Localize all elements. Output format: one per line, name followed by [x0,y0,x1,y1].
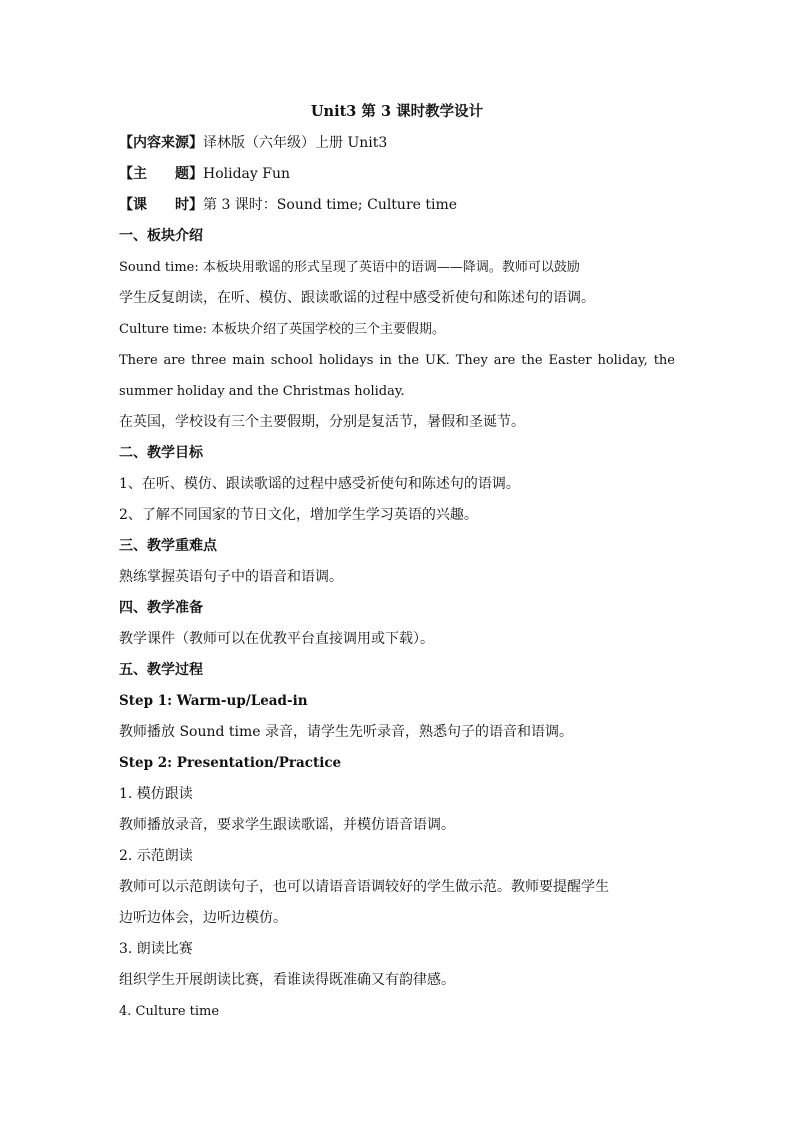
goals-line: 1、在听、模仿、跟读歌谣的过程中感受祈使句和陈述句的语调。 [119,476,520,492]
step1-heading: Step 1: Warm-up/Lead-in [119,693,308,709]
step2-item-line: 教师可以示范朗读句子，也可以请语音语调较好的学生做示范。教师要提醒学生 [119,879,609,895]
step2-item-line: 组织学生开展朗读比赛，看谁读得既准确又有韵律感。 [119,972,455,988]
document-page [119,96,675,1027]
meta-period [119,190,675,221]
step2-item-title: 2. 示范朗读 [119,848,193,864]
section-heading-preparation: 四、教学准备 [119,600,203,616]
intro-line: There are three main school holidays in the UK. They are the Easter holiday, the [119,353,675,368]
meta-source-label: 【内容来源】 [119,135,203,151]
meta-period-label: 【课 时】 [119,197,203,213]
section-heading-intro: 一、板块介绍 [119,228,203,244]
meta-topic [119,159,675,190]
step2-item-title: 4. Culture time [119,1004,220,1019]
preparation-line: 教学课件（教师可以在优教平台直接调用或下载）。 [119,631,434,647]
step1-line: 教师播放 Sound time 录音，请学生先听录音，熟悉句子的语音和语调。 [119,724,574,740]
intro-line: Culture time: 本板块介绍了英国学校的三个主要假期。 [119,322,446,337]
section-heading-process: 五、教学过程 [119,662,203,678]
step2-item-title: 3. 朗读比赛 [119,941,193,957]
intro-line: Sound time: 本板块用歌谣的形式呈现了英语中的语调——降调。教师可以鼓励 [119,260,580,275]
goals-line: 2、了解不同国家的节日文化，增加学生学习英语的兴趣。 [119,507,478,523]
step2-item-line: 边听边体会，边听边模仿。 [119,910,287,926]
intro-line: summer holiday and the Christmas holiday. [119,384,405,399]
step2-heading: Step 2: Presentation/Practice [119,755,342,771]
meta-topic-label: 【主 题】 [119,166,203,182]
meta-period-value: 第 3 课时：Sound time; Culture time [203,197,458,213]
intro-line: 在英国，学校设有三个主要假期，分别是复活节，暑假和圣诞节。 [119,414,525,430]
section-heading-goals: 二、教学目标 [119,445,203,461]
document-title: Unit3 第 3 课时教学设计 [310,103,484,120]
section-heading-key-points: 三、教学重难点 [119,538,217,554]
step2-item-title: 1. 模仿跟读 [119,786,193,802]
step2-item-line: 教师播放录音，要求学生跟读歌谣，并模仿语音语调。 [119,817,455,833]
key-points-line: 熟练掌握英语句子中的语音和语调。 [119,569,343,585]
meta-topic-value: Holiday Fun [203,166,291,182]
intro-line: 学生反复朗读，在听、模仿、跟读歌谣的过程中感受祈使句和陈述句的语调。 [119,290,595,306]
meta-source-value: 译林版（六年级）上册 Unit3 [203,135,388,151]
meta-source [119,128,675,159]
